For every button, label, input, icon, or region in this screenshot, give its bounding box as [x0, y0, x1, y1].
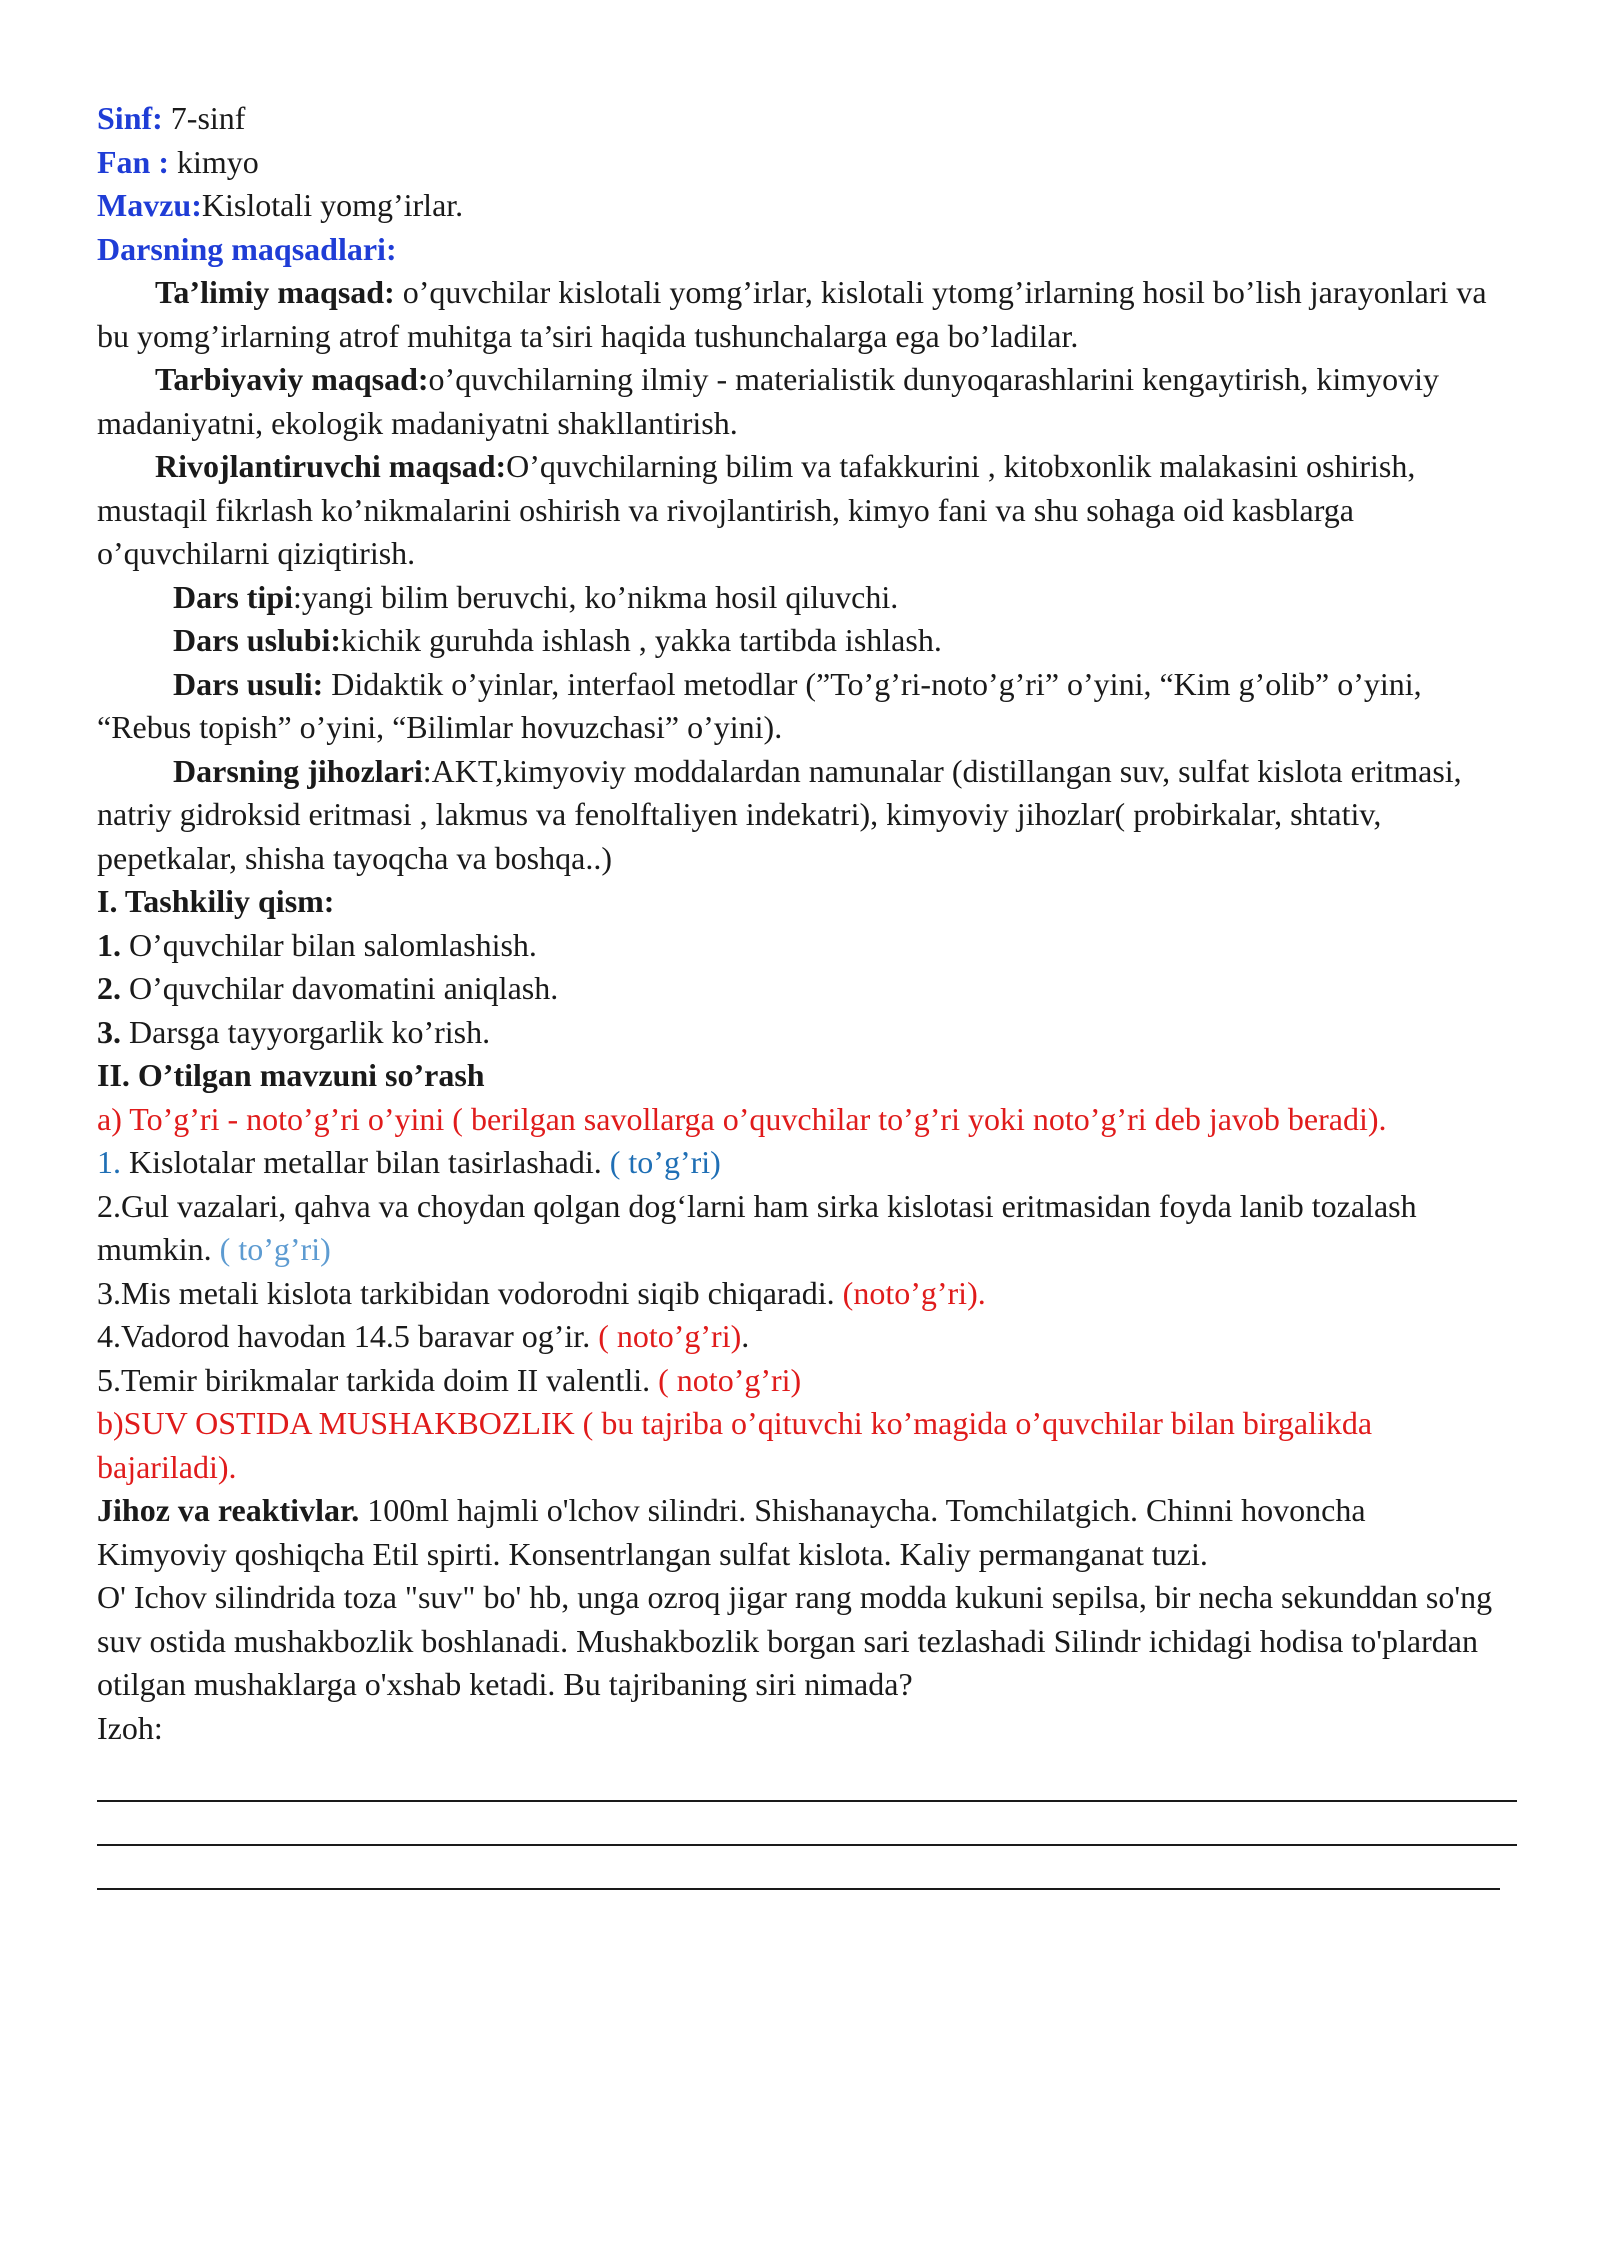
section1-heading: I. Tashkiliy qism: [97, 883, 335, 919]
educational-goal-text: o’quvchilar kislotali yomg’irlar, kislotali ytomg’irlarning hosil bo’lish jarayonlari va bu yomg’irlarning atrof muhitga ta’siri haqida tushunchalarga ega bo’ladilar. [97, 274, 1487, 354]
list-item [97, 924, 1517, 968]
question-1-text: Kislotalar metallar bilan tasirlashadi. [121, 1144, 602, 1180]
developmental-goal-text: O’quvchilarning bilim va tafakkurini , kitobxonlik malakasini oshirish, mustaqil fikrlash ko’nikmalarini oshirish va rivojlantirish, kimyo fani va shu sohaga oid kasblarga o’quvchilarni qiziqtirish. [97, 448, 1416, 571]
lesson-plan-page [97, 97, 1517, 1890]
experiment-description: O' Ichov silindrida toza "suv" bo' hb, unga ozroq jigar rang modda kukuni sepilsa, bir necha sekunddan so'ng suv ostida mushakbozlik boshlanadi. Mushakbozlik borgan sari tezlashadi Silindr ichidagi hodisa to'plardan otilgan mushaklarga o'xshab ketadi. Bu tajribaning siri nimada? [97, 1579, 1493, 1702]
topic-line [97, 184, 1517, 228]
lesson-type-label: Dars tipi [173, 578, 293, 615]
reagents-label: Jihoz va reaktivlar. [97, 1492, 360, 1528]
note-label: Izoh: [97, 1709, 163, 1746]
reagents-text: 100ml hajmli o'lchov silindri. Shishanaycha. Tomchilatgich. Chinni hovoncha [359, 1492, 1366, 1528]
game-a-intro: a) To’g’ri - noto’g’ri o’yini ( berilgan savollarga o’quvchilar to’g’ri yoki noto’g’ri deb javob beradi). [97, 1100, 1387, 1137]
lesson-type-text: :yangi bilim beruvchi, ko’nikma hosil qiluvchi. [293, 578, 899, 615]
lesson-equipment [97, 750, 1517, 881]
lesson-equipment-text: :AKT,kimyoviy moddalardan namunalar (distillangan suv, sulfat kislota eritmasi, natriy gidroksid eritmasi , lakmus va fenolftaliyen indekatri), kimyoviy jihozlar( probirkalar, shtativ, pepetkalar, shisha tayoqcha va boshqa..) [97, 752, 1462, 876]
question-2-text: 2.Gul vazalari, qahva va choydan qolgan dog‘larni ham sirka kislotasi eritmasidan foyda lanib tozalash mumkin. [97, 1187, 1417, 1267]
upbringing-goal-label: Tarbiyaviy maqsad: [155, 361, 429, 397]
question-5-text: 5.Temir birikmalar tarkida doim II valentli. [97, 1361, 651, 1398]
class-label: Sinf: [97, 100, 163, 136]
answer-line [97, 1758, 1517, 1802]
reagents-continued: Kimyoviy qoshiqcha Etil spirti. Konsentrlangan sulfat kislota. Kaliy permanganat tuzi. [97, 1535, 1208, 1572]
topic-value: Kislotali yomg’irlar. [201, 187, 464, 223]
question-3 [97, 1272, 1517, 1316]
question-4-answer: ( noto’g’ri) [590, 1318, 742, 1354]
reagents-line [97, 1489, 1517, 1533]
class-line [97, 97, 1517, 141]
question-1 [97, 1141, 1517, 1185]
list-item [97, 1011, 1517, 1055]
educational-goal [97, 271, 1517, 358]
subject-value: kimyo [169, 143, 259, 180]
game-b-intro: b)SUV OSTIDA MUSHAKBOZLIK ( bu tajriba o’qituvchi ko’magida o’quvchilar bilan birgalikda bajariladi). [97, 1405, 1373, 1485]
question-5 [97, 1359, 1517, 1403]
question-1-answer: ( to’g’ri) [601, 1144, 721, 1180]
question-4 [97, 1315, 1517, 1359]
list-item [97, 967, 1517, 1011]
lesson-equipment-label: Darsning jihozlari [173, 752, 423, 789]
topic-label: Mavzu: [97, 187, 202, 223]
list-item-text: O’quvchilar davomatini aniqlash. [121, 970, 559, 1006]
list-item-text: O’quvchilar bilan salomlashish. [121, 926, 537, 963]
question-2-answer: ( to’g’ri) [211, 1231, 331, 1267]
answer-line [97, 1846, 1500, 1890]
answer-line [97, 1802, 1517, 1846]
list-item-text: Darsga tayyorgarlik ko’rish. [121, 1013, 491, 1050]
upbringing-goal-text: o’quvchilarning ilmiy - materialistik dunyoqarashlarini kengaytirish, kimyoviy madaniyatni, ekologik madaniyatni shakllantirish. [97, 361, 1440, 441]
question-4-tail: . [741, 1318, 750, 1354]
question-1-number: 1. [97, 1144, 121, 1180]
lesson-style-label: Dars uslubi: [173, 622, 342, 658]
question-2 [97, 1185, 1517, 1272]
list-item-number: 2. [97, 970, 121, 1006]
lesson-type [97, 576, 1517, 620]
question-3-text: 3.Mis metali kislota tarkibidan vodorodni siqib chiqaradi. [97, 1274, 835, 1311]
subject-line [97, 141, 1517, 185]
question-5-answer: ( noto’g’ri) [650, 1361, 802, 1398]
list-item-number: 3. [97, 1013, 121, 1050]
question-4-text: 4.Vadorod havodan 14.5 baravar og’ir. [97, 1318, 591, 1354]
section2-heading: II. O’tilgan mavzuni so’rash [97, 1057, 485, 1093]
list-item-number: 1. [97, 926, 121, 963]
lesson-style [97, 619, 1517, 663]
question-3-answer: (noto’g’ri). [834, 1274, 986, 1311]
developmental-goal [97, 445, 1517, 576]
class-value: 7-sinf [162, 100, 246, 136]
lesson-method-label: Dars usuli: [173, 665, 324, 702]
upbringing-goal [97, 358, 1517, 445]
lesson-method [97, 663, 1517, 750]
answer-lines [97, 1758, 1517, 1890]
subject-label: Fan : [97, 143, 169, 180]
goals-heading: Darsning maqsadlari: [97, 230, 397, 267]
lesson-method-text: Didaktik o’yinlar, interfaol metodlar (”To’g’ri-noto’g’ri” o’yini, “Kim g’olib” o’yini, “Rebus topish” o’yini, “Bilimlar hovuzchasi” o’yini). [97, 665, 1422, 745]
educational-goal-label: Ta’limiy maqsad: [155, 274, 395, 310]
lesson-style-text: kichik guruhda ishlash , yakka tartibda ishlash. [341, 622, 942, 658]
developmental-goal-label: Rivojlantiruvchi maqsad: [155, 448, 507, 484]
